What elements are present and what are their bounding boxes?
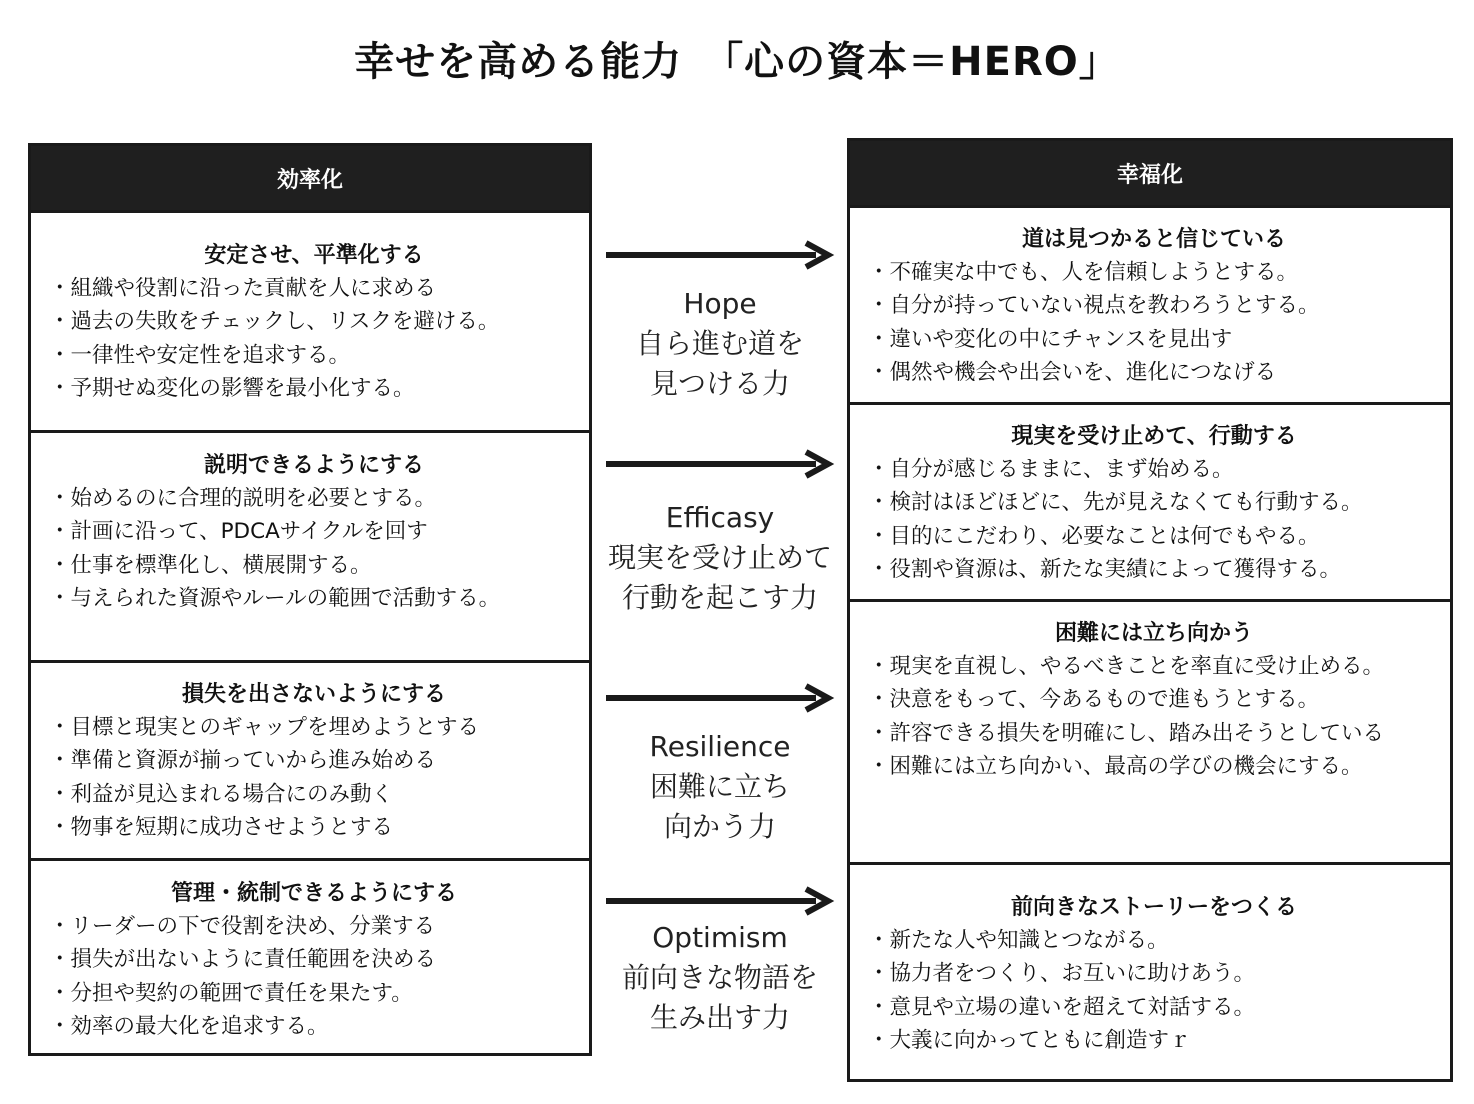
efficasy-line-1: 現実を受け止めて bbox=[607, 541, 832, 574]
happiness-panel bbox=[847, 138, 1453, 1082]
hope-line-2: 見つける力 bbox=[649, 367, 790, 400]
list-item: ・仕事を標準化し、横展開する。 bbox=[49, 552, 372, 578]
list-item: ・役割や資源は、新たな実績によって獲得する。 bbox=[868, 556, 1342, 582]
list-item: ・計画に沿って、PDCAサイクルを回す bbox=[49, 519, 428, 545]
list-item: ・リーダーの下で役割を決め、分業する bbox=[49, 914, 436, 939]
left-section-2 bbox=[31, 430, 589, 660]
left-section-1 bbox=[31, 210, 589, 430]
list-item: ・損失が出ないように責任範囲を決める bbox=[49, 947, 437, 973]
left-section-2-title: 説明できるようにする bbox=[203, 453, 424, 478]
list-item: ・目標と現実とのギャップを埋めようとする bbox=[49, 715, 480, 740]
happiness-header: 幸福化 bbox=[850, 141, 1450, 205]
efficiency-header: 効率化 bbox=[31, 146, 589, 210]
list-item: ・予期せぬ変化の影響を最小化する。 bbox=[49, 375, 415, 401]
list-item: ・新たな人や知識とつながる。 bbox=[868, 928, 1169, 953]
list-item: ・現実を直視し、やるべきことを率直に受け止める。 bbox=[868, 654, 1385, 679]
left-section-3-title: 損失を出さないようにする bbox=[181, 682, 446, 707]
list-item: ・利益が見込まれる場合にのみ動く bbox=[49, 781, 394, 807]
right-section-1 bbox=[850, 205, 1450, 402]
list-item: ・協力者をつくり、お互いに助けあう。 bbox=[868, 961, 1256, 987]
right-section-3-title: 困難には立ち向かう bbox=[1054, 621, 1253, 646]
hope-name: Hope bbox=[683, 287, 757, 320]
left-section-3 bbox=[31, 660, 589, 858]
left-section-4 bbox=[31, 858, 589, 1053]
list-item: ・困難には立ち向かい、最高の学びの機会にする。 bbox=[868, 753, 1363, 779]
hope-label bbox=[600, 284, 840, 404]
list-item: ・一律性や安定性を追求する。 bbox=[49, 342, 351, 368]
optimism-label bbox=[600, 918, 840, 1038]
resilience-line-2: 向かう力 bbox=[663, 810, 776, 843]
list-item: ・自分が持っていない視点を教わろうとする。 bbox=[868, 293, 1320, 319]
right-arrow-icon bbox=[606, 886, 836, 916]
list-item: ・分担や契約の範囲で責任を果たす。 bbox=[49, 980, 413, 1006]
list-item: ・決意をもって、今あるもので進もうとする。 bbox=[868, 687, 1320, 713]
efficasy-label bbox=[600, 498, 840, 618]
list-item: ・目的にこだわり、必要なことは何でもやる。 bbox=[868, 523, 1320, 549]
list-item: ・始めるのに合理的説明を必要とする。 bbox=[49, 486, 437, 511]
list-item: ・与えられた資源やルールの範囲で活動する。 bbox=[49, 585, 501, 611]
right-section-1-title: 道は見つかると信じている bbox=[1021, 227, 1286, 252]
optimism-line-1: 前向きな物語を bbox=[621, 961, 818, 994]
resilience-label bbox=[600, 727, 840, 847]
list-item: ・自分が感じるままに、まず始める。 bbox=[868, 457, 1234, 482]
optimism-name: Optimism bbox=[652, 921, 788, 954]
list-item: ・不確実な中でも、人を信頼しようとする。 bbox=[868, 260, 1299, 285]
right-arrow-icon bbox=[606, 240, 836, 270]
list-item: ・意見や立場の違いを超えて対話する。 bbox=[868, 994, 1256, 1020]
right-section-2 bbox=[850, 402, 1450, 599]
right-arrow-icon bbox=[606, 449, 836, 479]
list-item: ・違いや変化の中にチャンスを見出す bbox=[868, 326, 1233, 352]
list-item: ・組織や役割に沿った貢献を人に求める bbox=[49, 276, 437, 301]
list-item: ・偶然や機会や出会いを、進化につなげる bbox=[868, 359, 1277, 385]
list-item: ・検討はほどほどに、先が見えなくても行動する。 bbox=[868, 490, 1363, 516]
list-item: ・準備と資源が揃っていから進み始める bbox=[49, 748, 437, 774]
left-section-1-title: 安定させ、平準化する bbox=[204, 243, 424, 268]
page-title: 幸せを高める能力 「心の資本＝HERO」 bbox=[354, 39, 1120, 85]
hope-line-1: 自ら進む道を bbox=[635, 327, 804, 360]
resilience-name: Resilience bbox=[649, 730, 791, 763]
left-section-4-title: 管理・統制できるようにする bbox=[170, 881, 457, 906]
list-item: ・過去の失敗をチェックし、リスクを避ける。 bbox=[49, 309, 500, 335]
right-arrow-icon bbox=[606, 683, 836, 713]
list-item: ・効率の最大化を追求する。 bbox=[49, 1013, 329, 1039]
efficiency-panel bbox=[28, 143, 592, 1056]
efficasy-name: Efficasy bbox=[665, 501, 775, 534]
list-item: ・許容できる損失を明確にし、踏み出そうとしている bbox=[868, 720, 1385, 746]
optimism-line-2: 生み出す力 bbox=[649, 1001, 790, 1034]
list-item: ・大義に向かってともに創造すｒ bbox=[868, 1027, 1191, 1053]
right-section-4-title: 前向きなストーリーをつくる bbox=[1010, 895, 1297, 920]
resilience-line-1: 困難に立ち bbox=[649, 770, 790, 803]
right-section-4 bbox=[850, 862, 1450, 1079]
right-section-3 bbox=[850, 599, 1450, 862]
efficasy-line-2: 行動を起こす力 bbox=[621, 581, 818, 614]
right-section-2-title: 現実を受け止めて、行動する bbox=[1011, 424, 1297, 449]
list-item: ・物事を短期に成功させようとする bbox=[49, 814, 394, 840]
